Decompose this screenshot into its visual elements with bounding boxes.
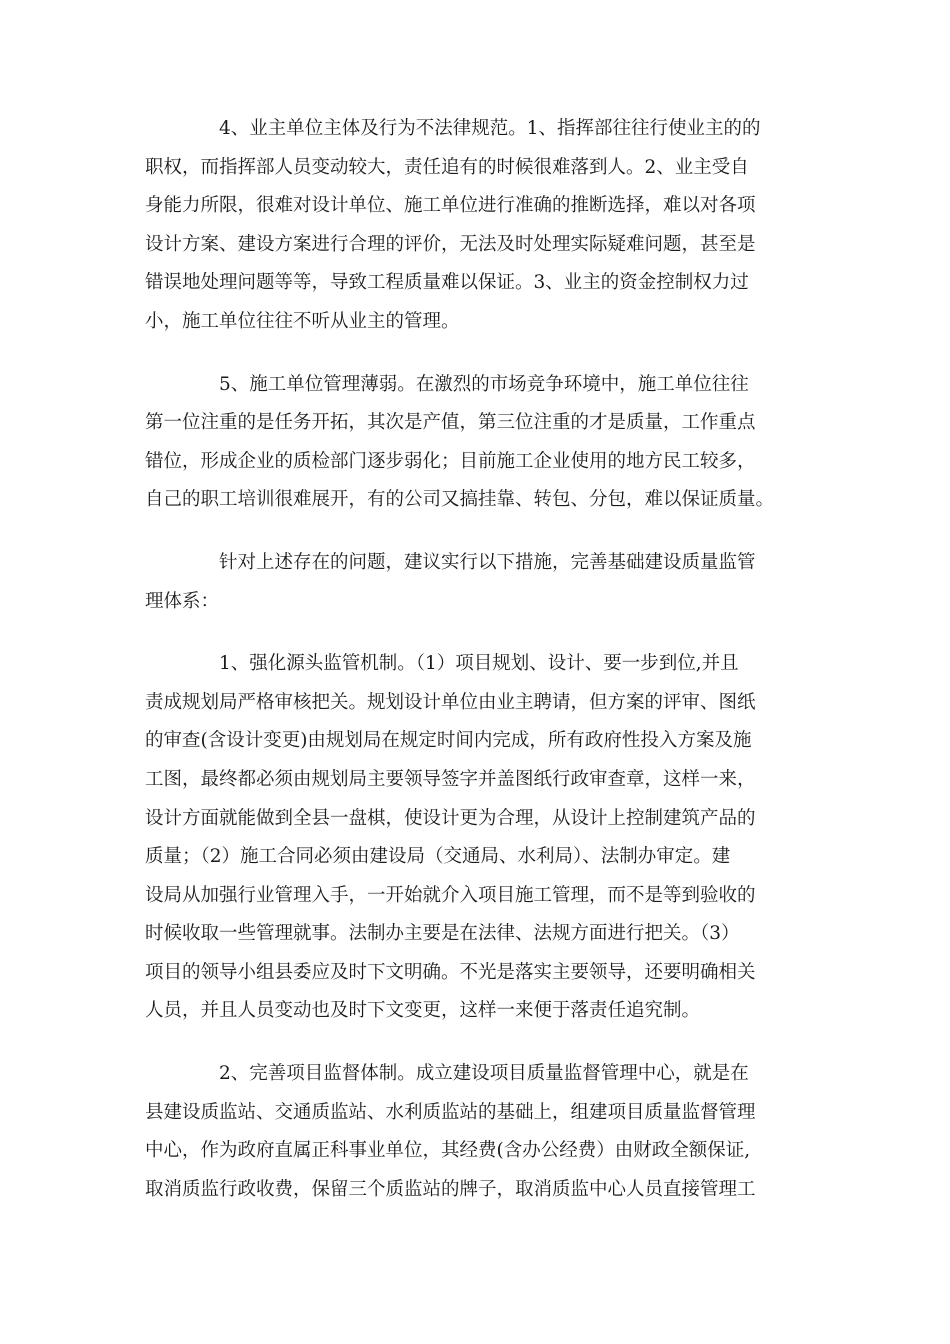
text-line: 错误地处理问题等等，导致工程质量难以保证。3、业主的资金控制权力过 [145, 272, 749, 294]
text-line: 时候收取一些管理就事。法制办主要是在法律、法规方面进行把关。（3） [145, 923, 740, 945]
paragraph-contractor-issues [145, 366, 815, 520]
text-line: 质量；（2）施工合同必须由建设局（交通局、水利局）、法制办审定。建 [145, 846, 731, 868]
text-line: 自己的职工培训很难展开，有的公司又搞挂靠、转包、分包，难以保证质量。 [145, 489, 775, 511]
text-line: 2、完善项目监督体制。成立建设项目质量监督管理中心，就是在 [219, 1063, 749, 1085]
text-line: 的审查(含设计变更)由规划局在规定时间内完成，所有政府性投入方案及施 [145, 730, 752, 752]
text-line: 4、业主单位主体及行为不法律规范。1、指挥部往往行使业主的的 [219, 118, 761, 139]
text-line: 错位，形成企业的质检部门逐步弱化；目前施工企业使用的地方民工较多， [145, 450, 756, 472]
text-line: 设局从加强行业管理入手，一开始就介入项目施工管理，而不是等到验收的 [145, 884, 756, 906]
text-line: 设计方面就能做到全县一盘棋，使设计更为合理，从设计上控制建筑产品的 [145, 807, 756, 829]
paragraph-owner-issues [145, 110, 815, 342]
text-line: 县建设质监站、交通质监站、水利质监站的基础上，组建项目质量监督管理 [145, 1101, 756, 1123]
text-line: 身能力所限，很难对设计单位、施工单位进行准确的推断选择，难以对各项 [145, 195, 756, 217]
text-line: 项目的领导小组县委应及时下文明确。不光是落实主要领导，还要明确相关 [145, 961, 756, 983]
text-line: 小，施工单位往往不听从业主的管理。 [145, 310, 460, 332]
text-line: 设计方案、建设方案进行合理的评价，无法及时处理实际疑难问题，甚至是 [145, 233, 756, 255]
paragraph-supervision-system [145, 1055, 815, 1209]
text-line: 5、施工单位管理薄弱。在激烈的市场竞争环境中，施工单位往往 [219, 373, 749, 395]
paragraph-source-supervision [145, 645, 815, 1031]
text-line: 针对上述存在的问题，建议实行以下措施，完善基础建设质量监管 [219, 551, 756, 573]
paragraph-measures-intro [145, 544, 815, 621]
text-line: 职权，而指挥部人员变动较大，责任追有的时候很难落到人。2、业主受自 [145, 156, 749, 178]
text-line: 理体系： [145, 590, 220, 612]
text-line: 第一位注重的是任务开拓，其次是产值，第三位注重的才是质量，工作重点 [145, 412, 756, 434]
text-line: 人员，并且人员变动也及时下文变更，这样一来便于落责任追究制。 [145, 1000, 701, 1022]
document-body [145, 110, 815, 1209]
text-line: 责成规划局严格审核把关。规划设计单位由业主聘请，但方案的评审、图纸 [145, 691, 756, 713]
text-line: 1、强化源头监管机制。（1）项目规划、设计、要一步到位,并且 [219, 653, 739, 675]
text-line: 工图，最终都必须由规划局主要领导签字并盖图纸行政审查章，这样一来， [145, 768, 756, 790]
text-line: 取消质监行政收费，保留三个质监站的牌子，取消质监中心人员直接管理工 [145, 1178, 756, 1200]
text-line: 中心，作为政府直属正科事业单位，其经费(含办公经费）由财政全额保证, [145, 1140, 751, 1162]
